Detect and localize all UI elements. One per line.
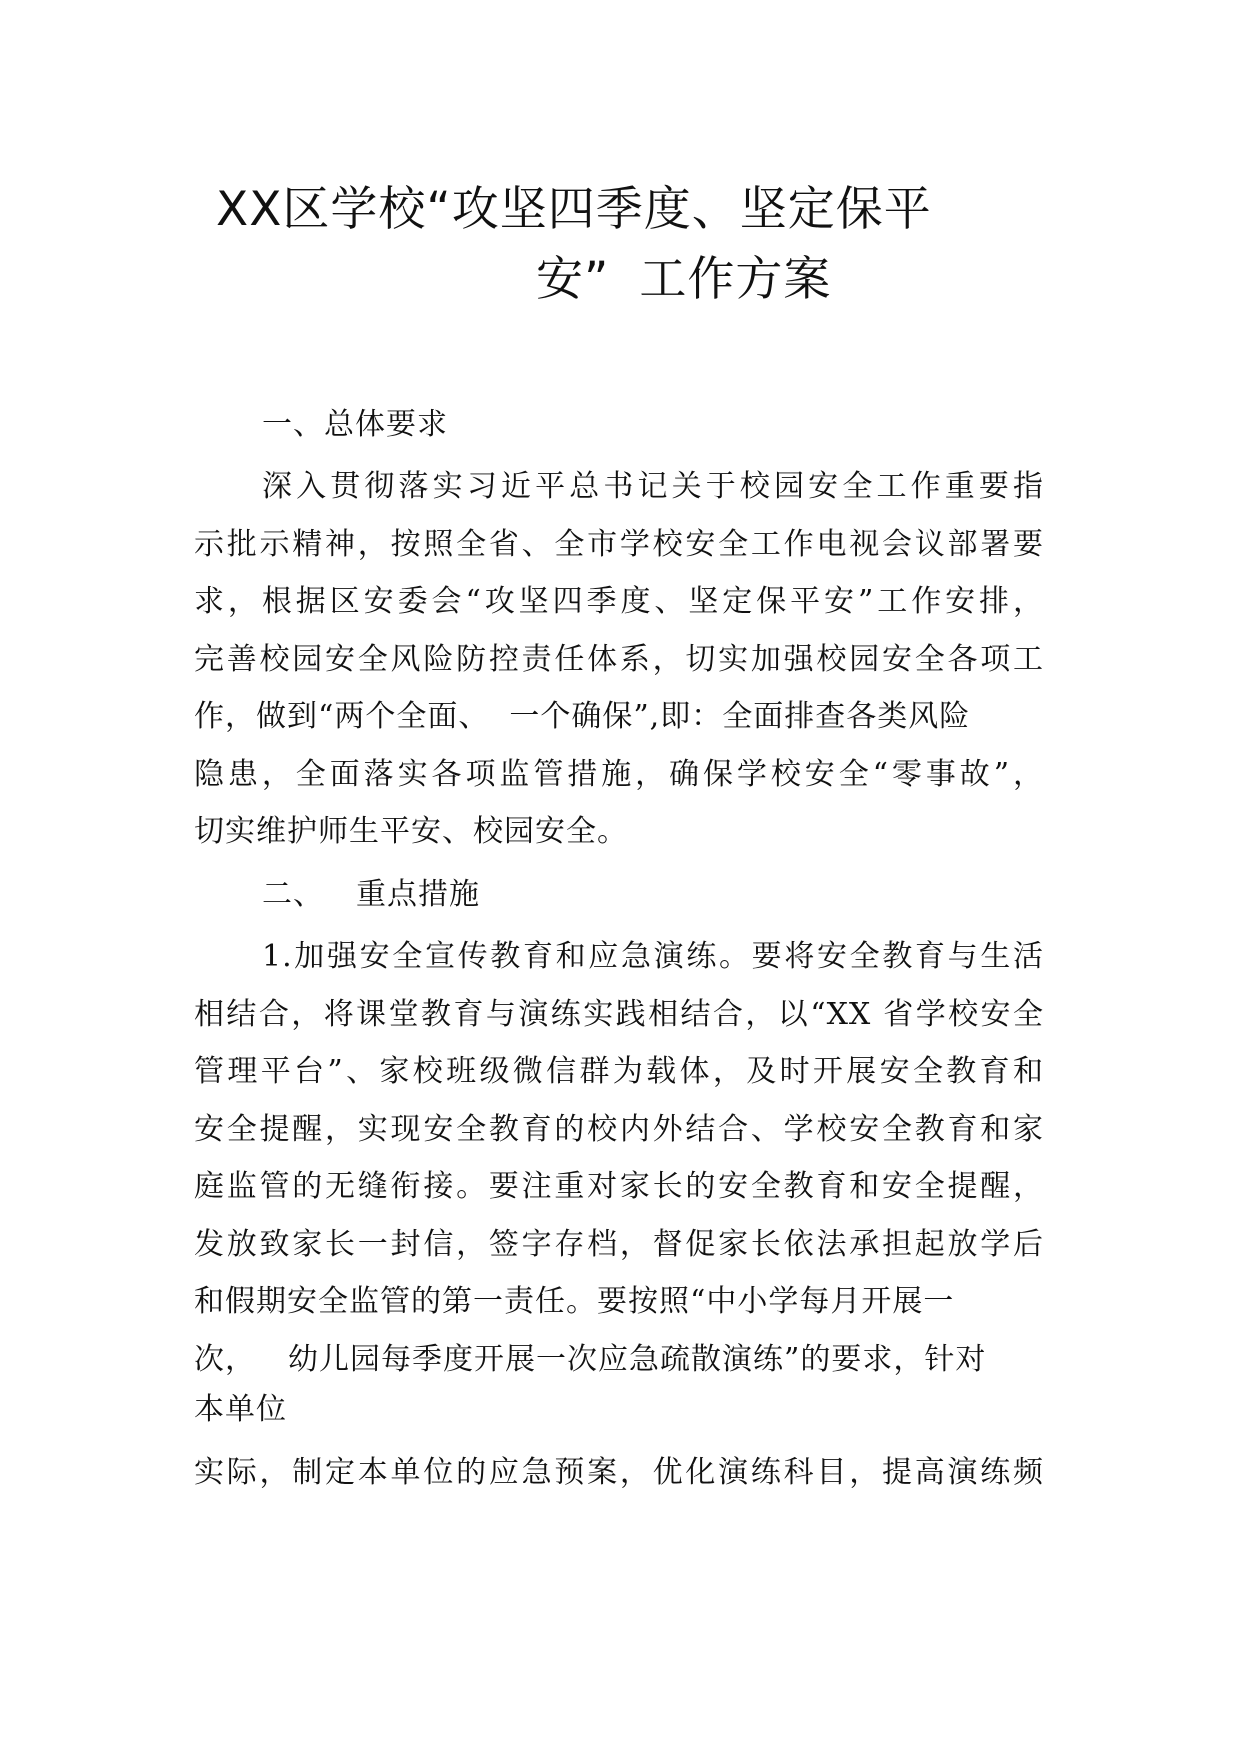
paragraph-line-part1: 次， [194,1342,256,1377]
paragraph-line [194,1342,987,1377]
paragraph-line: 管理平台”、家校班级微信群为载体，及时开展安全教育和 [194,1054,1044,1089]
section2-heading-text: 重点措施 [356,877,480,912]
paragraph-line: 相结合，将课堂教育与演练实践相结合，以“XX 省学校安全 [194,997,1044,1032]
section2-heading [262,877,480,912]
document-title-line1: XX区学校“攻坚四季度、坚定保平 [216,182,932,237]
paragraph-line: 示批示精神，按照全省、全市学校安全工作电视会议部署要 [194,527,1044,562]
paragraph-line [194,699,971,734]
section1-heading: 一、总体要求 [262,407,448,442]
paragraph-line-part2: 幼儿园每季度开展一次应急疏散演练”的要求，针对 [288,1342,987,1377]
document-title-line2 [536,252,832,307]
paragraph-line: 本单位 [194,1392,287,1427]
paragraph-line: 求，根据区安委会“攻坚四季度、坚定保平安”工作安排， [194,584,1044,619]
paragraph-line: 和假期安全监管的第一责任。要按照“中小学每月开展一 [194,1284,955,1319]
paragraph-line: 切实维护师生平安、校园安全。 [194,814,628,849]
paragraph-line: 深入贯彻落实习近平总书记关于校园安全工作重要指 [262,469,1044,504]
title-line2-part1: 安” [536,252,610,307]
paragraph-line: 发放致家长一封信，签字存档，督促家长依法承担起放学后 [194,1227,1044,1262]
paragraph-line: 安全提醒，实现安全教育的校内外结合、学校安全教育和家 [194,1112,1044,1147]
title-line2-part2: 工作方案 [639,252,832,307]
paragraph-line: 实际，制定本单位的应急预案，优化演练科目，提高演练频 [194,1455,1044,1490]
paragraph-line: 隐患，全面落实各项监管措施，确保学校安全“零事故”， [194,757,1044,792]
section2-heading-number: 二、 [262,877,324,912]
paragraph-line: 完善校园安全风险防控责任体系，切实加强校园安全各项工 [194,642,1044,677]
paragraph-line-part2: 一个确保”,即：全面排查各类风险 [509,699,971,734]
paragraph-line-part1: 作，做到“两个全面、 [194,699,490,734]
paragraph-line: 1.加强安全宣传教育和应急演练。要将安全教育与生活 [262,939,1044,974]
paragraph-line: 庭监管的无缝衔接。要注重对家长的安全教育和安全提醒， [194,1169,1044,1204]
